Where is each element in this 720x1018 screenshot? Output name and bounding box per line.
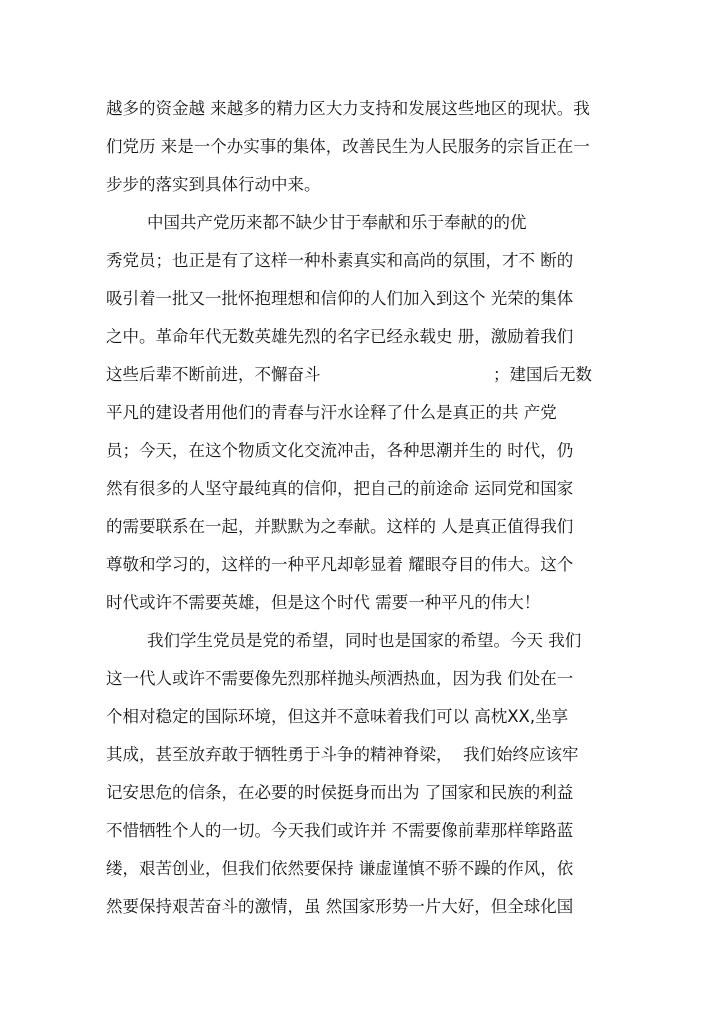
text-line: 之中。革命年代无数英雄先烈的名字已经永载史 册，激励着我们 [106,327,574,346]
text-line: 中国共产党历来都不缺少甘于奉献和乐于奉献的的优 [147,213,527,232]
text-line: 吸引着一批又一批怀抱理想和信仰的人们加入到这个 光荣的集体 [106,289,574,308]
text-line: 步步的落实到具体行动中来。 [106,175,321,194]
text-line: 秀党员；也正是有了这样一种朴素真实和高尚的氛围，才不 断的 [106,251,574,270]
text-line: 时代或许不需要英雄，但是这个时代 需要一种平凡的伟大！ [106,593,541,612]
text-line: 其成，甚至放弃敢于牺牲勇于斗争的精神脊梁， 我们始终应该牢 [106,745,579,764]
text-line: ；建国后无数 [493,365,592,384]
text-line: 尊敬和学习的，这样的一种平凡却彰显着 耀眼夺目的伟大。这个 [106,555,574,574]
text-line: 的需要联系在一起，并默默为之奉献。这样的 人是真正值得我们 [106,517,574,536]
text-line: 缕，艰苦创业，但我们依然要保持 谦虚谨慎不骄不躁的作风，依 [106,859,574,878]
text-line: 然要保持艰苦奋斗的激情，虽 然国家形势一片大好，但全球化国 [106,897,574,916]
text-line: 我们学生党员是党的希望，同时也是国家的希望。今天 我们 [147,631,582,650]
text-line: 员；今天，在这个物质文化交流冲击，各种思潮并生的 时代，仍 [106,441,574,460]
text-line: 记安思危的信条，在必要的时侯挺身而出为 了国家和民族的利益 [106,783,574,802]
text-line: 这些后辈不断前进，不懈奋斗 [106,365,321,384]
text-line: 个相对稳定的国际环境，但这并不意味着我们可以 高枕XX,坐享 [106,707,569,726]
text-line: 越多的资金越 来越多的精力区大力支持和发展这些地区的现状。我 [106,99,590,118]
text-line: 这一代人或许不需要像先烈那样抛头颅洒热血，因为我 们处在一 [106,669,574,688]
text-line: 然有很多的人坚守最纯真的信仰，把自己的前途命 运同党和国家 [106,479,574,498]
text-line: 们党历 来是一个办实事的集体，改善民生为人民服务的宗旨正在一 [106,137,590,156]
text-line: 平凡的建设者用他们的青春与汗水诠释了什么是真正的共 产党 [106,403,557,422]
text-line: 不惜牺牲个人的一切。今天我们或许并 不需要像前辈那样筚路蓝 [106,821,574,840]
